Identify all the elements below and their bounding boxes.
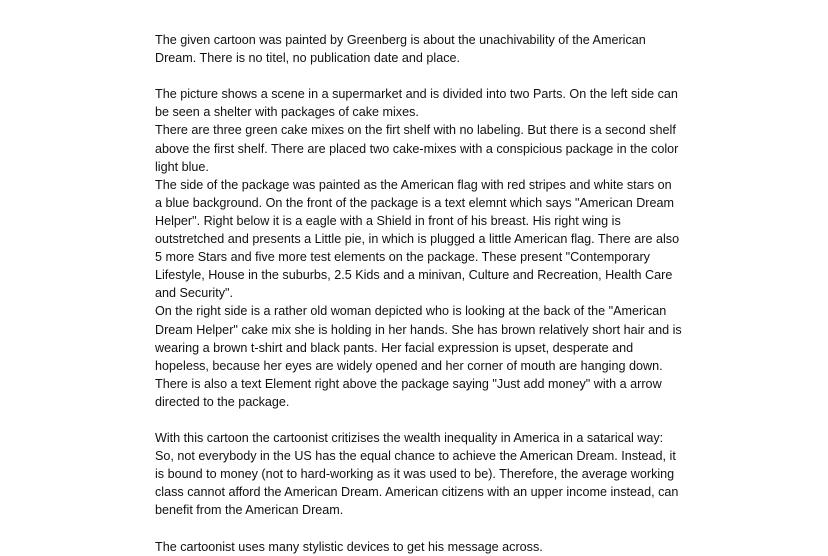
paragraph-spacer [155, 520, 715, 538]
text-line: directed to the package. [155, 394, 290, 409]
text-line: On the right side is a rather old woman depicted who is looking at the back of the "American [155, 304, 667, 319]
text-line: There are three green cake mixes on the firt shelf with no labeling. But there is a second shelf [155, 123, 676, 138]
paragraph-description [155, 85, 715, 411]
paragraph-spacer [155, 411, 715, 429]
text-line: outstretched and presents a Little pie, in which is plugged a little American flag. There are also [155, 232, 680, 247]
text-line: above the first shelf. There are placed two cake-mixes with a conspicious package in the color [155, 141, 679, 156]
text-line: With this cartoon the cartoonist critizises the wealth inequality in America in a satarical way: [155, 431, 664, 446]
text-line: a blue background. On the front of the package is a text elemnt which says "American Dream [155, 195, 674, 210]
paragraph-introduction [155, 31, 715, 67]
text-line: Dream. There is no titel, no publication date and place. [155, 51, 460, 66]
text-line: There is also a text Element right above the package saying "Just add money" with a arrow [155, 376, 662, 391]
text-line: is bound to money (not to hard-working as it was used to be). Therefore, the average working [155, 467, 675, 482]
text-line: The cartoonist uses many stylistic devices to get his message across. [155, 539, 543, 554]
text-line: Helper". Right below it is a eagle with a Shield in front of his breast. His right wing is [155, 213, 621, 228]
paragraph-spacer [155, 67, 715, 85]
document-body [155, 31, 715, 556]
text-line: and Security". [155, 286, 233, 301]
text-line: The picture shows a scene in a supermarket and is divided into two Parts. On the left side can [155, 87, 678, 102]
text-line: The given cartoon was painted by Greenberg is about the unachivability of the American [155, 33, 646, 47]
paragraph-interpretation [155, 429, 715, 519]
text-line: hopeless, because her eyes are widely opened and her corner of mouth are hanging down. [155, 358, 663, 373]
text-line: light blue. [155, 159, 209, 174]
text-line: Lifestyle, House in the suburbs, 2.5 Kids and a minivan, Culture and Recreation, Health Care [155, 268, 673, 283]
text-line: The side of the package was painted as the American flag with red stripes and white stars on [155, 177, 672, 192]
text-line: wearing a brown t-shirt and black pants. Her facial expression is upset, desperate and [155, 340, 634, 355]
paragraph-conclusion [155, 538, 715, 556]
text-line: benefit from the American Dream. [155, 503, 344, 518]
text-line: So, not everybody in the US has the equal chance to achieve the American Dream. Instead, it [155, 449, 676, 464]
text-line: 5 more Stars and five more test elements on the package. These present "Contemporary [155, 250, 650, 265]
text-line: class cannot afford the American Dream. American citizens with an upper income instead, can [155, 485, 679, 500]
text-line: Dream Helper" cake mix she is holding in her hands. She has brown relatively short hair and is [155, 322, 682, 337]
text-line: be seen a shelter with packages of cake mixes. [155, 105, 419, 120]
